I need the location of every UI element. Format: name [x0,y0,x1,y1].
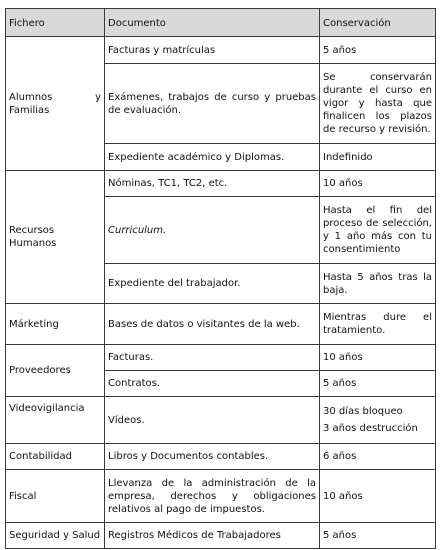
conservacion-line-2: 3 años destrucción [323,423,418,434]
documento-cell: Expediente académico y Diplomas. [105,144,320,171]
header-row [6,9,436,37]
table-row [6,444,436,470]
documento-cell: Facturas y matrículas [105,37,320,64]
conservacion-cell: 10 años [320,345,436,371]
table-row [6,470,436,523]
conservacion-cell [320,397,436,444]
fichero-cell: Recursos Humanos [6,171,105,304]
conservacion-cell: 5 años [320,371,436,397]
documento-cell: Llevanza de la administración de la empresa, derechos y obligaciones relativos al pago de impuestos. [105,470,320,523]
header-documento: Documento [105,9,320,37]
table-row [6,304,436,345]
documento-cell: Registros Médicos de Trabajadores [105,523,320,549]
conservacion-cell: 5 años [320,523,436,549]
fichero-cell: Proveedores [6,345,105,397]
documento-cell: Libros y Documentos contables. [105,444,320,470]
fichero-cell: Márketing [6,304,105,345]
table-row [6,171,436,197]
fichero-cell: Videovigilancia [6,397,105,444]
documento-cell: Nóminas, TC1, TC2, etc. [105,171,320,197]
conservacion-cell: Indefinido [320,144,436,171]
conservacion-cell: Hasta el fin del proceso de selección, y 1 año más con tu consentimiento [320,197,436,264]
conservacion-line-1: 30 días bloqueo [323,406,403,417]
documento-cell: Curriculum. [105,197,320,264]
fichero-cell: Contabilidad [6,444,105,470]
table-row [6,523,436,549]
fichero-cell: Fiscal [6,470,105,523]
documento-cell: Expediente del trabajador. [105,264,320,304]
fichero-cell: Seguridad y Salud [6,523,105,549]
table-row [6,397,436,444]
table-row [6,345,436,371]
conservacion-cell: Hasta 5 años tras la baja. [320,264,436,304]
header-fichero: Fichero [6,9,105,37]
conservacion-cell: Se conservarán durante el curso en vigor y hasta que finalicen los plazos de recurso y revisión. [320,64,436,144]
conservacion-cell: Mientras dure el tratamiento. [320,304,436,345]
fichero-cell: Alumnos y Familias [6,37,105,171]
table-row [6,37,436,64]
documento-cell: Bases de datos o visitantes de la web. [105,304,320,345]
retention-table [5,8,436,549]
conservacion-cell: 10 años [320,171,436,197]
conservacion-cell: 5 años [320,37,436,64]
documento-cell: Exámenes, trabajos de curso y pruebas de evaluación. [105,64,320,144]
documento-cell: Facturas. [105,345,320,371]
conservacion-cell: 6 años [320,444,436,470]
header-conservacion: Conservación [320,9,436,37]
documento-cell: Vídeos. [105,397,320,444]
conservacion-cell: 10 años [320,470,436,523]
documento-cell: Contratos. [105,371,320,397]
